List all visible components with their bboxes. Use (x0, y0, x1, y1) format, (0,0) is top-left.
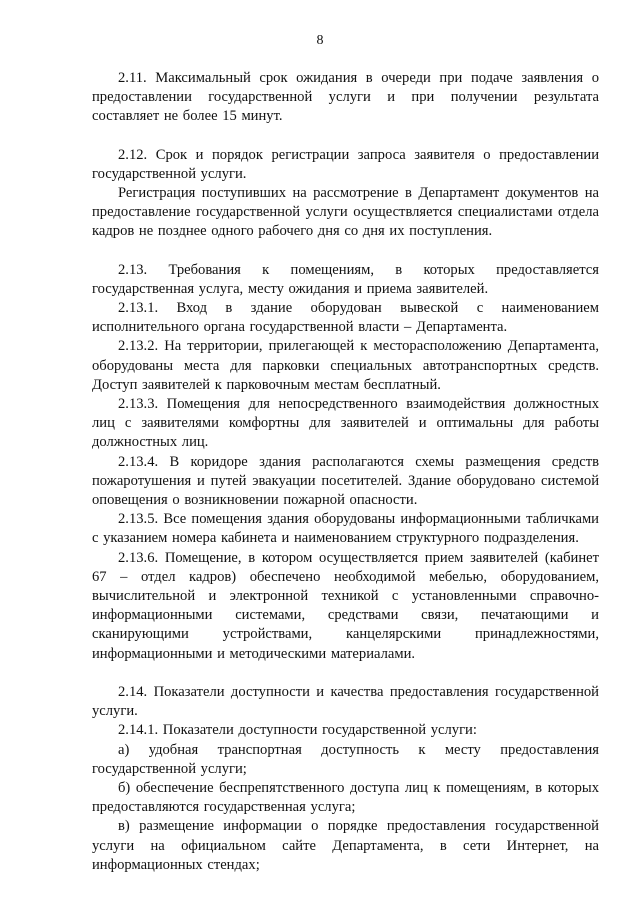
paragraph-2-13-6: 2.13.6. Помещение, в котором осуществляется прием заявителей (кабинет 67 – отдел кадров) обеспечено необходимой мебелью, оборудованием, вычислительной и электронной техникой с установленными справочно-информационными системами, средствами связи, печатающими и сканирующими устройствами, канцелярскими принадлежностями, информационными и методическими материалами. (92, 549, 599, 662)
paragraph-2-13-5: 2.13.5. Все помещения здания оборудованы информационными табличками с указанием номера кабинета и наименованием структурного подразделения. (92, 511, 599, 547)
paragraph-gap (92, 664, 599, 683)
page-number: 8 (316, 33, 324, 48)
paragraph-2-11: 2.11. Максимальный срок ожидания в очереди при подаче заявления о предоставлении государственной услуги и при получении результата составляет не более 15 минут. (92, 70, 599, 125)
paragraph-gap (92, 242, 599, 261)
paragraph-2-14: 2.14. Показатели доступности и качества предоставления государственной услуги. (92, 683, 599, 720)
paragraph-2-13-1: 2.13.1. Вход в здание оборудован вывеской с наименованием исполнительного органа государственной власти – Департамента. (92, 300, 599, 336)
paragraph-registration: Регистрация поступивших на рассмотрение в Департамент документов на предоставление государственной услуги осуществляется специалистами отдела кадров не позднее одного рабочего дня со дня их поступления. (92, 185, 599, 240)
paragraph-2-13-4: 2.13.4. В коридоре здания располагаются схемы размещения средств пожаротушения и путей эвакуации посетителей. Здание оборудовано системой оповещения о возникновении пожарной опасности. (92, 453, 599, 509)
document-body (92, 69, 599, 875)
paragraph-2-13-3: 2.13.3. Помещения для непосредственного взаимодействия должностных лиц с заявителями комфортны для заявителей и оптимальны для работы должностных лиц. (92, 396, 599, 451)
paragraph-2-12: 2.12. Срок и порядок регистрации запроса заявителя о предоставлении государственной услуги. (92, 146, 599, 182)
list-item-a: а) удобная транспортная доступность к месту предоставления государственной услуги; (92, 741, 599, 777)
list-item-b: б) обеспечение беспрепятственного доступа лиц к помещениям, в которых предоставляются государственная услуга; (92, 779, 599, 816)
paragraph-2-13-2: 2.13.2. На территории, прилегающей к месторасположению Департамента, оборудованы места для парковки специальных автотранспортных средств. Доступ заявителей к парковочным местам бесплатный. (92, 338, 599, 393)
paragraph-2-14-1: 2.14.1. Показатели доступности государственной услуги: (118, 722, 477, 739)
paragraph-2-13: 2.13. Требования к помещениям, в которых предоставляется государственная услуга, месту ожидания и приема заявителей. (92, 261, 599, 297)
list-item-v: в) размещение информации о порядке предоставления государственной услуги на официальном сайте Департамента, в сети Интернет, на информационных стендах; (92, 818, 599, 873)
paragraph-gap (92, 127, 599, 146)
